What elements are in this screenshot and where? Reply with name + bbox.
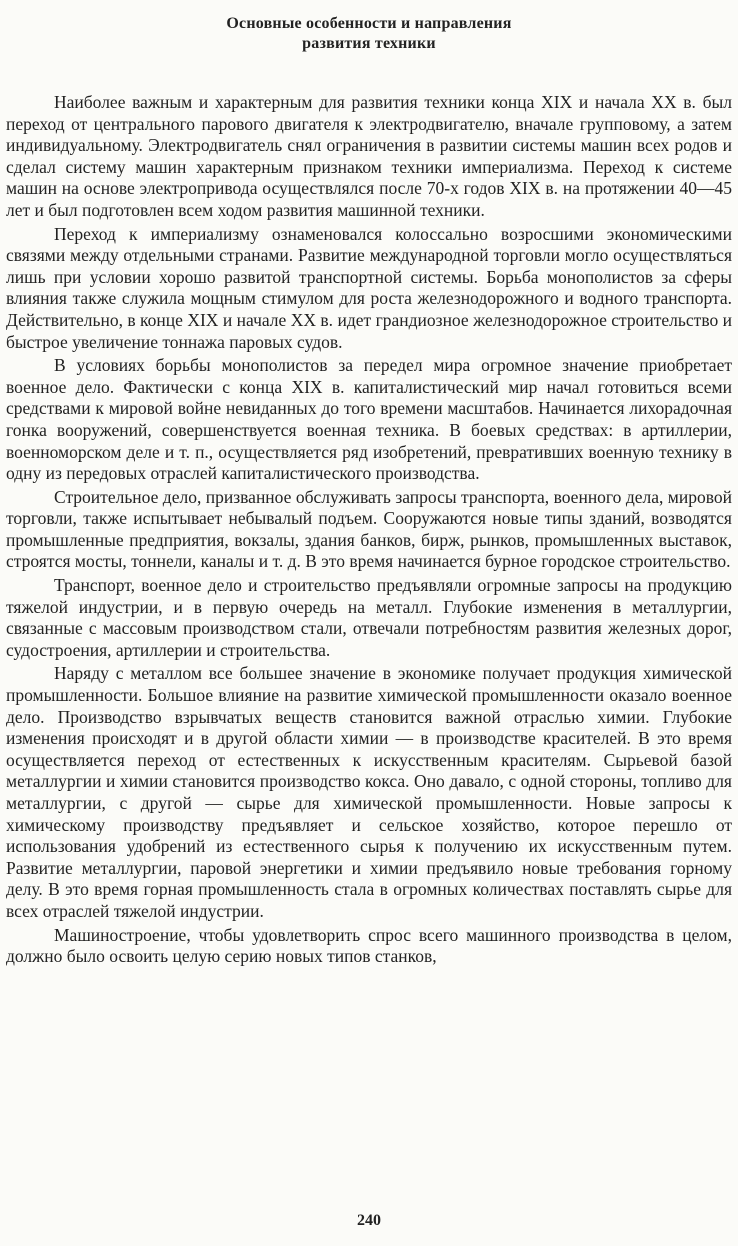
paragraph-4: Строительное дело, призванное обслуживать запросы транспорта, военного дела, мировой торговли, также испытывает небывалый подъем. Сооружаются новые типы зданий, возводятся промышленные предприятия, вокзалы, здания банков, бирж, рынков, промышленных выставок, строятся мосты, тоннели, каналы и т. д. В это время начинается бурное городское строительство. (6, 486, 732, 572)
paragraph-5: Транспорт, военное дело и строительство предъявляли огромные запросы на продукцию тяжелой индустрии, и в первую очередь на металл. Глубокие изменения в металлургии, связанные с массовым производством стали, отвечали потребностям развития железных дорог, судостроения, артиллерии и строительства. (6, 575, 732, 660)
paragraph-6: Наряду с металлом все большее значение в экономике получает продукция химической промышленности. Большое влияние на развитие химической промышленности оказало военное дело. Производство взрывчатых веществ становится важной отраслью химии. Глубокие изменения происходят и в другой области химии — в производстве красителей. В это время осуществляется переход от естественных к искусственным красителям. Сырьевой базой металлургии и химии становится производство кокса. Оно давало, с одной стороны, топливо для металлургии, с другой — сырье для химической промышленности. Новые запросы к химическому производству предъявляет и сельское хозяйство, которое перешло от использования удобрений из естественного сырья к получению их искусственным путем. Развитие металлургии, паровой энергетики и химии предъявило новые требования горному делу. В это время горная промышленность стала в огромных количествах поставлять сырье для всех отраслей тяжелой индустрии. (6, 663, 732, 921)
chapter-title-line-2: развития техники (302, 35, 436, 52)
paragraph-2: Переход к империализму ознаменовался колоссально возросшими экономическими связями между отдельными странами. Развитие международной торговли могло осуществляться лишь при условии хорошо развитой транспортной системы. Борьба монополистов за сферы влияния также служила мощным стимулом для роста железнодорожного и водного транспорта. Действительно, в конце XIX и начале XX в. идет грандиозное железнодорожное строительство и быстрое увеличение тоннажа паровых судов. (6, 223, 732, 352)
paragraph-3: В условиях борьбы монополистов за передел мира огромное значение приобретает военное дело. Фактически с конца XIX в. капиталистический мир начал готовиться всеми средствами к мировой войне невиданных до того времени масштабов. Начинается лихорадочная гонка вооружений, совершенствуется военная техника. В боевых средствах: в артиллерии, военноморском деле и т. п., осуществляется ряд изобретений, превративших военную технику в одну из передовых отраслей капиталистического производства. (6, 355, 732, 484)
body-text (6, 92, 732, 968)
paragraph-1: Наиболее важным и характерным для развития техники конца XIX и начала XX в. был переход от центрального парового двигателя к электродвигателю, вначале групповому, а затем индивидуальному. Электродвигатель снял ограничения в развитии системы машин всех родов и сделал систему машин характерным признаком техники империализма. Переход к системе машин на основе электропривода осуществлялся после 70-х годов XIX в. на протяжении 40—45 лет и был подготовлен всем ходом развития машинной техники. (6, 92, 732, 220)
chapter-title (6, 14, 732, 54)
page-number: 240 (357, 1212, 381, 1229)
paragraph-7: Машиностроение, чтобы удовлетворить спрос всего машинного производства в целом, должно было освоить целую серию новых типов станков, (6, 924, 732, 967)
chapter-title-line-1: Основные особенности и направления (226, 15, 512, 32)
